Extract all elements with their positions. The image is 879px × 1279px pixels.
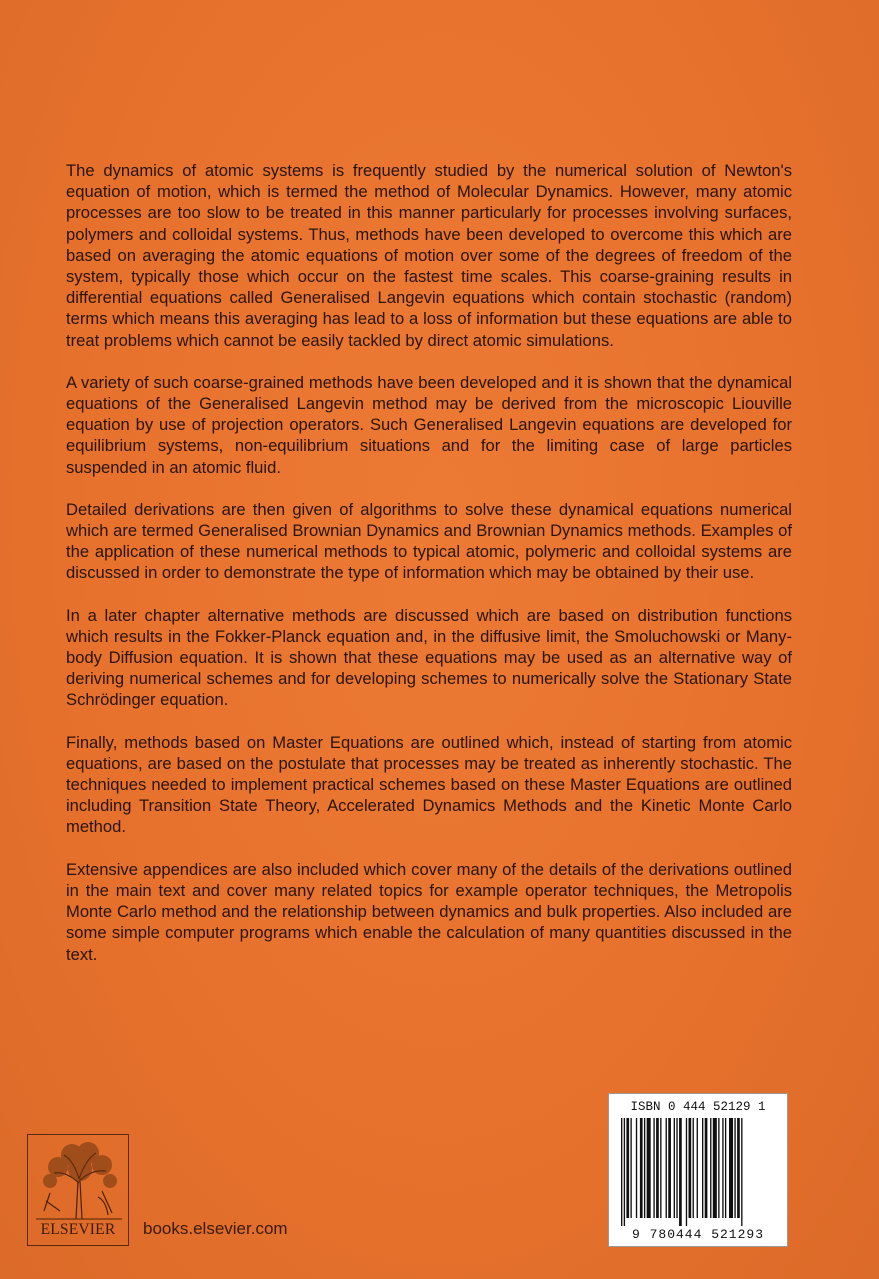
blurb-paragraph-2: A variety of such coarse-grained methods have been developed and it is shown that the dynamical equations of the Generalised Langevin method may be derived from the microscopic Liouville equation by use of projection operators. Such Generalised Langevin equations are developed for equilibrium systems, non-equilibrium situations and for the limiting case of large particles suspended in an atomic fluid. <box>66 372 792 477</box>
isbn-barcode <box>608 1093 788 1247</box>
isbn-label: ISBN 0 444 52129 1 <box>630 1100 766 1114</box>
elsevier-logo-text: ELSEVIER <box>40 1221 116 1238</box>
blurb-paragraph-3: Detailed derivations are then given of algorithms to solve these dynamical equations numerical which are termed Generalised Brownian Dynamics and Brownian Dynamics methods. Examples of the application of these numerical methods to typical atomic, polymeric and colloidal systems are discussed in order to demonstrate the type of information which may be obtained by their use. <box>66 499 792 583</box>
ean-digits: 9 780444 521293 <box>631 1227 765 1242</box>
barcode-bars-icon <box>621 1118 781 1226</box>
blurb-paragraph-6: Extensive appendices are also included which cover many of the details of the derivations outlined in the main text and cover many related topics for example operator techniques, the Metropolis Monte Carlo method and the relationship between dynamics and bulk properties. Also included are some simple computer programs which enable the calculation of many quantities discussed in the text. <box>66 859 792 964</box>
blurb-paragraph-1: The dynamics of atomic systems is frequently studied by the numerical solution of Newton's equation of motion, which is termed the method of Molecular Dynamics. However, many atomic processes are too slow to be treated in this manner particularly for processes involving surfaces, polymers and colloidal systems. Thus, methods have been developed to overcome this which are based on averaging the atomic equations of motion over some of the degrees of freedom of the system, typically those which occur on the fastest time scales. This coarse-graining results in differential equations called Generalised Langevin equations which contain stochastic (random) terms which means this averaging has lead to a loss of information but these equations are able to treat problems which cannot be easily tackled by direct atomic simulations. <box>66 161 792 350</box>
publisher-website: books.elsevier.com <box>143 1219 288 1238</box>
blurb-text <box>66 160 792 965</box>
blurb-paragraph-5: Finally, methods based on Master Equations are outlined which, instead of starting from atomic equations, are based on the postulate that processes may be treated as inherently stochastic. The techniques needed to implement practical schemes based on these Master Equations are outlined including Transition State Theory, Accelerated Dynamics Methods and the Kinetic Monte Carlo method. <box>66 732 792 837</box>
elsevier-logo <box>27 1134 129 1246</box>
tree-logo-icon <box>36 1141 122 1221</box>
blurb-paragraph-4: In a later chapter alternative methods are discussed which are based on distribution functions which results in the Fokker-Planck equation and, in the diffusive limit, the Smoluchowski or Many-body Diffusion equation. It is shown that these equations may be used as an alternative way of deriving numerical schemes and for developing schemes to numerically solve the Stationary State Schrödinger equation. <box>66 605 792 710</box>
